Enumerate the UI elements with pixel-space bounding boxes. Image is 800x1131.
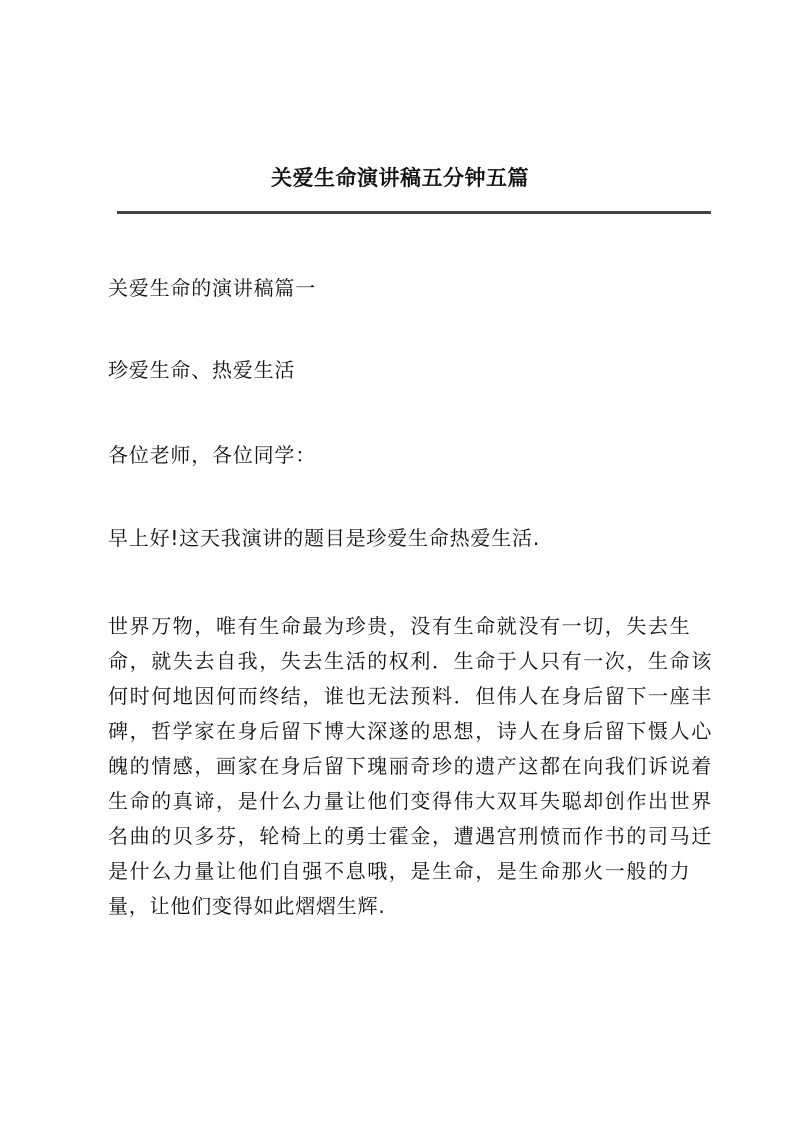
body-line: 量，让他们变得如此熠熠生辉. [108, 894, 386, 918]
salutation: 各位老师，各位同学： [108, 443, 316, 467]
body-paragraph [108, 609, 720, 924]
body-line: 世界万物，唯有生命最为珍贵，没有生命就没有一切，失去生 [108, 614, 692, 638]
body-line: 魄的情感，画家在身后留下瑰丽奇珍的遗产这都在向我们诉说着 [108, 754, 713, 778]
title-divider [117, 211, 711, 214]
body-line: 碑，哲学家在身后留下博大深遂的思想，诗人在身后留下慑人心 [108, 719, 713, 743]
greeting: 早上好!这天我演讲的题目是珍爱生命热爱生活. [108, 526, 540, 550]
body-line: 何时何地因何而终结，谁也无法预料．但伟人在身后留下一座丰 [108, 684, 713, 708]
body-line: 是什么力量让他们自强不息哦，是生命，是生命那火一般的力 [108, 859, 692, 883]
section-heading: 关爱生命的演讲稿篇一 [108, 276, 316, 300]
body-line: 命，就失去自我，失去生活的权利．生命于人只有一次，生命该 [108, 649, 713, 673]
body-line: 名曲的贝多芬，轮椅上的勇士霍金，遭遇宫刑愤而作书的司马迁 [108, 824, 713, 848]
speech-title: 珍爱生命、热爱生活 [108, 358, 296, 382]
document-title: 关爱生命演讲稿五分钟五篇 [271, 165, 529, 190]
body-line: 生命的真谛，是什么力量让他们变得伟大双耳失聪却创作出世界 [108, 789, 713, 813]
